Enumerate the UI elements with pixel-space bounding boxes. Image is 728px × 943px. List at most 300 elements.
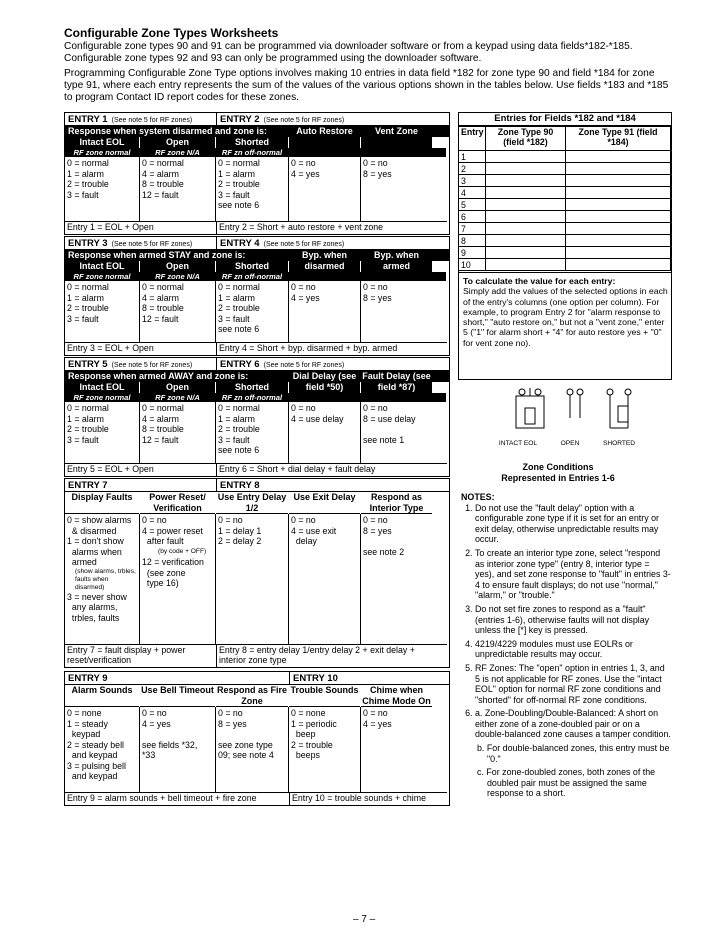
column-divider (215, 514, 216, 645)
option-value: 0 = none (291, 708, 326, 718)
option-value: 3 = fault (218, 434, 250, 445)
option-value: 4 = power reset (142, 525, 203, 536)
fields-table-row (459, 175, 671, 187)
entry-b-title: ENTRY 10 (293, 673, 338, 684)
column-header-2: Power Reset/ Verification (140, 492, 215, 514)
option-value: 0 = normal (142, 282, 184, 292)
calc-instructions (459, 272, 671, 348)
entry-header (65, 672, 449, 685)
column-divider (215, 157, 216, 222)
type91-value-cell[interactable] (566, 247, 671, 259)
type91-value-cell[interactable] (566, 211, 671, 223)
note-6c: c. For zone-doubled zones, both zones of the doubled pair must be assigned the same response to a short. (477, 767, 656, 799)
note-item: 2. To create an interior type zone, select "respond as interior zone type" (entry 8, interior type = yes), and set zone response to "fault" in entries 3-4 to ensure fault displays; do not use "normal," "alarm," or "trouble." (475, 548, 671, 601)
entry-b-label (220, 480, 260, 491)
column-values-2 (142, 158, 214, 200)
entry-header (65, 113, 449, 126)
type91-value-cell[interactable] (566, 175, 671, 187)
column-values-1 (67, 282, 138, 324)
column-divider (139, 402, 140, 464)
notes-section (461, 492, 671, 799)
column-values-3 (218, 282, 287, 335)
footer-divider (216, 222, 217, 234)
entry-footer (65, 342, 447, 355)
entry-number: 9 (459, 247, 486, 259)
option-value: 4 = alarm (142, 413, 179, 424)
option-value: 0 = no (142, 515, 167, 525)
entry-a-label (68, 480, 108, 491)
notes-list (461, 503, 671, 740)
note-item: 3. Do not set fire zones to respond as a "fault" (entries 1-6), otherwise faults will not display unless the [*] key is pressed. (475, 604, 671, 636)
label-open: OPEN (560, 440, 580, 447)
type90-value-cell[interactable] (486, 187, 566, 199)
calc-title: To calculate the value for each entry: (463, 276, 616, 286)
page-number: – 7 – (353, 914, 376, 925)
note-item: 1. Do not use the "fault delay" option with a configurable zone type if it is set for an entry or exit delay, otherwise unpredictable results may occur. (475, 503, 671, 545)
option-value (142, 729, 214, 740)
fields-table-row (459, 199, 671, 211)
label-shorted: SHORTED (602, 440, 636, 447)
calc-body: Simply add the values of the selected options in each of the entry's columns (one option per column). For example, to program Entry 2 for "alarm response to short," "auto restore on," but not a "vent zone," enter 5 ("1" for alarm short + "4" for auto restore yes + "0" for vent zone no). (463, 286, 668, 348)
option-value: 3 = fault (218, 313, 250, 324)
entry-number: 7 (459, 223, 486, 235)
column-divider (360, 707, 361, 793)
note-item: 5. RF Zones: The "open" option in entries 1, 3, and 5 is not applicable for RF zones. Use the "intact EOL" option for normal RF zone conditions and "shorted" for off-normal RF zone conditions. (475, 663, 671, 705)
zone-conditions-figure (458, 378, 670, 484)
column-header-3: Use Entry Delay 1/2 (217, 492, 287, 513)
intro-paragraph-2: Programming Configurable Zone Type options involves making 10 entries in data field *182 for zone type 90 and field *184 for zone type 91, where each entry represents the sum of the values of the various options shown in the tables below. Use fields *183 and *185 to program Contact ID report codes for these zones. (64, 68, 669, 103)
entry-header (65, 479, 449, 492)
fields-table-row (459, 211, 671, 223)
fields-table-row (459, 259, 671, 271)
footer-divider (216, 645, 217, 667)
column-values-2 (142, 282, 214, 324)
column-divider (288, 402, 289, 464)
option-value: 2 = steady bell (67, 739, 124, 750)
option-value: keypad (67, 729, 101, 739)
worksheet-1 (64, 112, 450, 235)
option-value: 3 = fault (67, 434, 99, 445)
column-header-3: Respond as Fire Zone (216, 685, 288, 706)
diagram-caption: Zone Conditions Represented in Entries 1-6 (501, 462, 615, 483)
option-value: 2 = trouble (218, 303, 260, 313)
entry-a-label (68, 359, 192, 370)
rf-label-3: RF zn off-normal (216, 148, 288, 157)
column-values-4 (291, 515, 359, 547)
entry-a-title: ENTRY 5 (68, 359, 108, 370)
footer-a: Entry 1 = EOL + Open (67, 222, 154, 232)
option-value: 8 = trouble (142, 179, 184, 189)
column-header-5: Chime when Chime Mode On (362, 685, 431, 706)
fields-table-title: Entries for Fields *182 and *184 (459, 113, 671, 126)
entry-a-title: ENTRY 1 (68, 114, 108, 125)
entry-a-title: ENTRY 7 (68, 480, 108, 491)
entry-a-label (68, 238, 192, 249)
column-values-4 (291, 158, 359, 179)
column-divider (288, 707, 289, 793)
rf-note: (See note 5 for RF zones) (263, 241, 345, 248)
option-value: see fields *32, (142, 739, 198, 750)
option-value: 2 = delay 2 (218, 536, 262, 546)
column-header-5: Byp. when armed (361, 250, 432, 272)
type91-value-cell[interactable] (566, 163, 671, 175)
footer-b: Entry 10 = trouble sounds + chime (292, 793, 426, 803)
option-value: 1 = delay 1 (218, 525, 262, 536)
option-value: 0 = normal (218, 403, 260, 413)
fields-table-row (459, 151, 671, 163)
fields-header-entry: Entry (459, 127, 486, 151)
option-value: beeps (291, 750, 320, 760)
column-values-3 (218, 403, 287, 456)
option-value: 4 = alarm (142, 168, 179, 179)
footer-b: Entry 4 = Short + byp. disarmed + byp. armed (219, 343, 398, 353)
column-values-5 (363, 158, 431, 179)
entry-b-title: ENTRY 4 (220, 238, 260, 249)
rf-label-2: RF zone N/A (140, 148, 215, 157)
entry-b-title: ENTRY 6 (220, 359, 260, 370)
option-note-small: (by code + OFF) (158, 547, 207, 555)
entry-number: 6 (459, 211, 486, 223)
option-value: 0 = no (142, 708, 167, 718)
entry-divider (216, 237, 217, 249)
option-value: beep (291, 729, 316, 739)
column-header-1: Intact EOL (65, 261, 139, 272)
rf-note: (See note 5 for RF zones) (263, 362, 345, 369)
type90-value-cell[interactable] (486, 199, 566, 211)
worksheet-3 (64, 357, 450, 477)
option-value: 0 = no (218, 515, 243, 525)
column-header-1: Intact EOL (65, 382, 139, 393)
column-values-5 (363, 403, 431, 445)
column-values-3 (218, 515, 287, 547)
fields-table-row (459, 247, 671, 259)
column-divider (215, 281, 216, 343)
column-values-5 (363, 708, 431, 729)
worksheet-5 (64, 671, 450, 806)
option-value: delay (291, 536, 317, 546)
entry-footer (65, 463, 447, 476)
worksheet-2 (64, 236, 450, 356)
response-bar-text: Response when armed STAY and zone is: (68, 250, 246, 260)
rf-note: (See note 5 for RF zones) (111, 241, 193, 248)
type91-value-cell[interactable] (566, 187, 671, 199)
note-item: 4. 4219/4229 modules must use EOLRs or unpredictable results may occur. (475, 639, 671, 660)
rf-note: (See note 5 for RF zones) (111, 117, 193, 124)
note-item: 6. a. Zone-Doubling/Double-Balanced: A short on either zone of a zone-doubled pair or on a double-balanced zone causes a tamper condition. (475, 708, 671, 740)
column-divider (288, 514, 289, 645)
option-value: 1 = alarm (218, 413, 255, 424)
notes-title: NOTES: (461, 492, 495, 502)
column-values-4 (291, 403, 359, 424)
option-value: 0 = normal (67, 403, 109, 413)
footer-divider (216, 343, 217, 355)
option-value: armed (67, 557, 97, 567)
entry-footer (65, 792, 447, 805)
entry-a-label (68, 673, 108, 684)
type90-value-cell[interactable] (486, 247, 566, 259)
rf-note: (See note 5 for RF zones) (111, 362, 193, 369)
option-value: 1 = steady (67, 718, 108, 729)
column-header-2: Open (140, 382, 215, 393)
rf-label-1: RF zone normal (65, 393, 139, 402)
column-values-1 (67, 158, 138, 200)
column-divider (360, 402, 361, 464)
option-value: 3 = fault (218, 189, 250, 200)
column-divider (215, 707, 216, 793)
column-divider (139, 157, 140, 222)
option-value: 12 = fault (142, 189, 179, 200)
column-header-5: Fault Delay (see field *87) (362, 371, 431, 392)
option-value: 12 = verification (142, 557, 204, 567)
option-value: & disarmed (67, 525, 117, 536)
column-header-1: Alarm Sounds (65, 685, 139, 707)
rf-label-3: RF zn off-normal (216, 272, 288, 281)
footer-a: Entry 7 = fault display + power reset/verification (67, 645, 186, 665)
option-value: 0 = normal (218, 282, 260, 292)
entry-footer (65, 221, 447, 234)
entry-b-label (220, 238, 344, 249)
entry-b-label (293, 673, 338, 684)
type90-value-cell[interactable] (486, 211, 566, 223)
rf-label-2: RF zone N/A (140, 393, 215, 402)
option-value: 0 = none (67, 708, 102, 718)
footer-b: Entry 8 = entry delay 1/entry delay 2 + exit delay + interior zone type (219, 645, 415, 665)
entry-number: 1 (459, 151, 486, 163)
fields-header-type90: Zone Type 90 (field *182) (486, 127, 566, 151)
option-value: 1 = periodic (291, 718, 337, 729)
option-value: after fault (142, 536, 184, 546)
option-value: 0 = show alarms (67, 515, 132, 525)
option-value: 3 = fault (67, 313, 99, 324)
option-value: 8 = trouble (142, 303, 184, 313)
option-value: trbles, faults (67, 612, 120, 623)
option-value: 4 = alarm (142, 292, 179, 303)
eol-resistor (525, 408, 535, 424)
column-header-2: Open (140, 261, 215, 272)
option-value: 0 = no (291, 158, 316, 168)
column-values-5 (363, 515, 431, 557)
option-value: 2 = trouble (67, 303, 109, 313)
option-value: 2 = trouble (218, 424, 260, 434)
option-value: 4 = yes (142, 718, 171, 729)
option-value: 2 = trouble (218, 179, 260, 189)
footer-b: Entry 2 = Short + auto restore + vent zone (219, 222, 384, 232)
fields-table-row (459, 163, 671, 175)
footer-a: Entry 3 = EOL + Open (67, 343, 154, 353)
option-value: alarms when (67, 546, 122, 557)
column-header-4: Byp. when disarmed (289, 250, 360, 272)
option-value: 4 = yes (291, 292, 320, 303)
option-value: see note 2 (363, 546, 405, 557)
column-header-5: Vent Zone (361, 126, 432, 148)
option-value: 4 = use exit (291, 525, 337, 536)
column-values-5 (363, 282, 431, 303)
option-value: 12 = fault (142, 313, 179, 324)
column-values-1 (67, 708, 138, 782)
option-value: 0 = no (291, 403, 316, 413)
column-values-3 (218, 708, 287, 761)
option-value: *33 (142, 750, 156, 760)
option-value: 2 = trouble (67, 424, 109, 434)
column-header-3: Shorted (216, 261, 288, 272)
label-intact-eol: INTACT EOL (498, 440, 538, 447)
column-divider (139, 514, 140, 645)
entry-number: 10 (459, 259, 486, 271)
column-divider (360, 514, 361, 645)
type90-value-cell[interactable] (486, 223, 566, 235)
column-header-1: Intact EOL (65, 137, 139, 148)
column-values-2 (142, 708, 214, 761)
option-value: 8 = use delay (363, 413, 416, 424)
column-header-5: Respond as Interior Type (361, 492, 432, 514)
column-divider (139, 281, 140, 343)
option-value: (see zone (142, 567, 186, 578)
rf-label-1: RF zone normal (65, 148, 139, 157)
type90-value-cell[interactable] (486, 175, 566, 187)
page-title: Configurable Zone Types Worksheets (64, 26, 279, 40)
response-bar-text: Response when armed AWAY and zone is: (68, 371, 249, 381)
option-value: 3 = pulsing bell (67, 760, 126, 771)
fields-table-row (459, 235, 671, 247)
fields-table-row (459, 187, 671, 199)
option-value: 1 = alarm (67, 168, 104, 179)
option-value: 0 = normal (142, 158, 184, 168)
type90-value-cell[interactable] (486, 235, 566, 247)
footer-a: Entry 9 = alarm sounds + bell timeout + fire zone (67, 793, 257, 803)
option-value: see note 6 (218, 324, 260, 334)
option-value: 0 = no (363, 403, 388, 413)
option-value: 09; see note 4 (218, 750, 274, 760)
option-value: see note 6 (218, 200, 260, 210)
column-values-3 (218, 158, 287, 211)
footer-a: Entry 5 = EOL + Open (67, 464, 154, 474)
option-value: 0 = no (363, 158, 388, 168)
option-value: 0 = normal (67, 282, 109, 292)
entry-b-label (220, 359, 344, 370)
column-values-1 (67, 403, 138, 445)
column-header-4: Dial Delay (see field *50) (289, 371, 360, 393)
option-value: and keypad (67, 750, 118, 760)
type90-value-cell[interactable] (486, 259, 566, 271)
type91-value-cell[interactable] (566, 223, 671, 235)
option-value: 1 = alarm (67, 292, 104, 303)
type90-value-cell[interactable] (486, 163, 566, 175)
column-values-2 (142, 403, 214, 445)
fields-header-type91: Zone Type 91 (field *184) (566, 127, 671, 151)
column-values-2 (142, 515, 214, 589)
entry-footer (65, 644, 447, 667)
option-value: see note 1 (363, 434, 405, 445)
option-value: and keypad (67, 771, 118, 781)
option-value: 8 = yes (218, 718, 247, 729)
option-value: 0 = no (363, 515, 388, 525)
option-value: 2 = trouble (67, 179, 109, 189)
type91-value-cell[interactable] (566, 199, 671, 211)
column-header-4: Auto Restore (289, 126, 360, 148)
type91-value-cell[interactable] (566, 259, 671, 271)
option-value: 1 = don't show (67, 536, 124, 546)
option-value: 8 = yes (363, 292, 392, 303)
fields-table (458, 126, 671, 271)
column-values-4 (291, 282, 359, 303)
column-divider (360, 157, 361, 222)
fields-entry-box (458, 112, 672, 380)
option-value: 1 = alarm (218, 292, 255, 303)
entry-b-title: ENTRY 2 (220, 114, 260, 125)
column-header-4: Trouble Sounds (289, 685, 360, 707)
rf-note: (See note 5 for RF zones) (263, 117, 345, 124)
column-divider (288, 157, 289, 222)
option-value: 0 = no (291, 282, 316, 292)
option-value: 0 = normal (67, 158, 109, 168)
response-bar-text: Response when system disarmed and zone is: (68, 126, 268, 136)
option-value: 4 = use delay (291, 413, 344, 424)
type91-value-cell[interactable] (566, 151, 671, 163)
option-value: 0 = no (291, 515, 316, 525)
entry-header (65, 237, 449, 250)
rf-label-2: RF zone N/A (140, 272, 215, 281)
option-value (218, 729, 287, 740)
option-value: 3 = fault (67, 189, 99, 200)
column-divider (360, 281, 361, 343)
option-value: 2 = trouble (291, 739, 333, 750)
option-value: 8 = yes (363, 525, 392, 536)
column-header-2: Open (140, 137, 215, 148)
option-value: 0 = no (363, 708, 388, 718)
type91-value-cell[interactable] (566, 235, 671, 247)
column-values-1 (67, 515, 138, 623)
option-value (363, 424, 431, 435)
entry-number: 5 (459, 199, 486, 211)
option-value: any alarms, (67, 602, 118, 612)
option-value: see note 6 (218, 445, 260, 455)
footer-divider (289, 793, 290, 805)
column-divider (139, 707, 140, 793)
entry-divider (216, 479, 217, 491)
option-value: 8 = yes (363, 168, 392, 179)
option-value: 4 = yes (291, 168, 320, 179)
rf-label-1: RF zone normal (65, 272, 139, 281)
option-value (363, 536, 431, 547)
entry-a-title: ENTRY 3 (68, 238, 108, 249)
option-value: 0 = no (363, 282, 388, 292)
option-value: 4 = yes (363, 718, 392, 729)
entry-divider (216, 113, 217, 125)
column-values-4 (291, 708, 359, 761)
option-value: 0 = normal (142, 403, 184, 413)
entry-number: 4 (459, 187, 486, 199)
column-divider (215, 402, 216, 464)
column-header-1: Display Faults (65, 492, 139, 514)
worksheet-4 (64, 478, 450, 668)
column-header-4: Use Exit Delay (289, 492, 360, 514)
option-value: see zone type (218, 739, 273, 750)
option-value: 0 = no (218, 708, 243, 718)
option-value: 3 = never show (67, 591, 127, 602)
type90-value-cell[interactable] (486, 151, 566, 163)
fields-table-row (459, 223, 671, 235)
footer-divider (216, 464, 217, 476)
entry-a-label (68, 114, 192, 125)
entry-b-title: ENTRY 8 (220, 480, 260, 491)
option-value: type 16) (142, 578, 179, 588)
option-value: 12 = fault (142, 434, 179, 445)
entry-divider (216, 358, 217, 370)
rf-label-3: RF zn off-normal (216, 393, 288, 402)
column-header-2: Use Bell Timeout (140, 685, 215, 707)
option-value: 1 = alarm (218, 168, 255, 179)
entry-a-title: ENTRY 9 (68, 673, 108, 684)
